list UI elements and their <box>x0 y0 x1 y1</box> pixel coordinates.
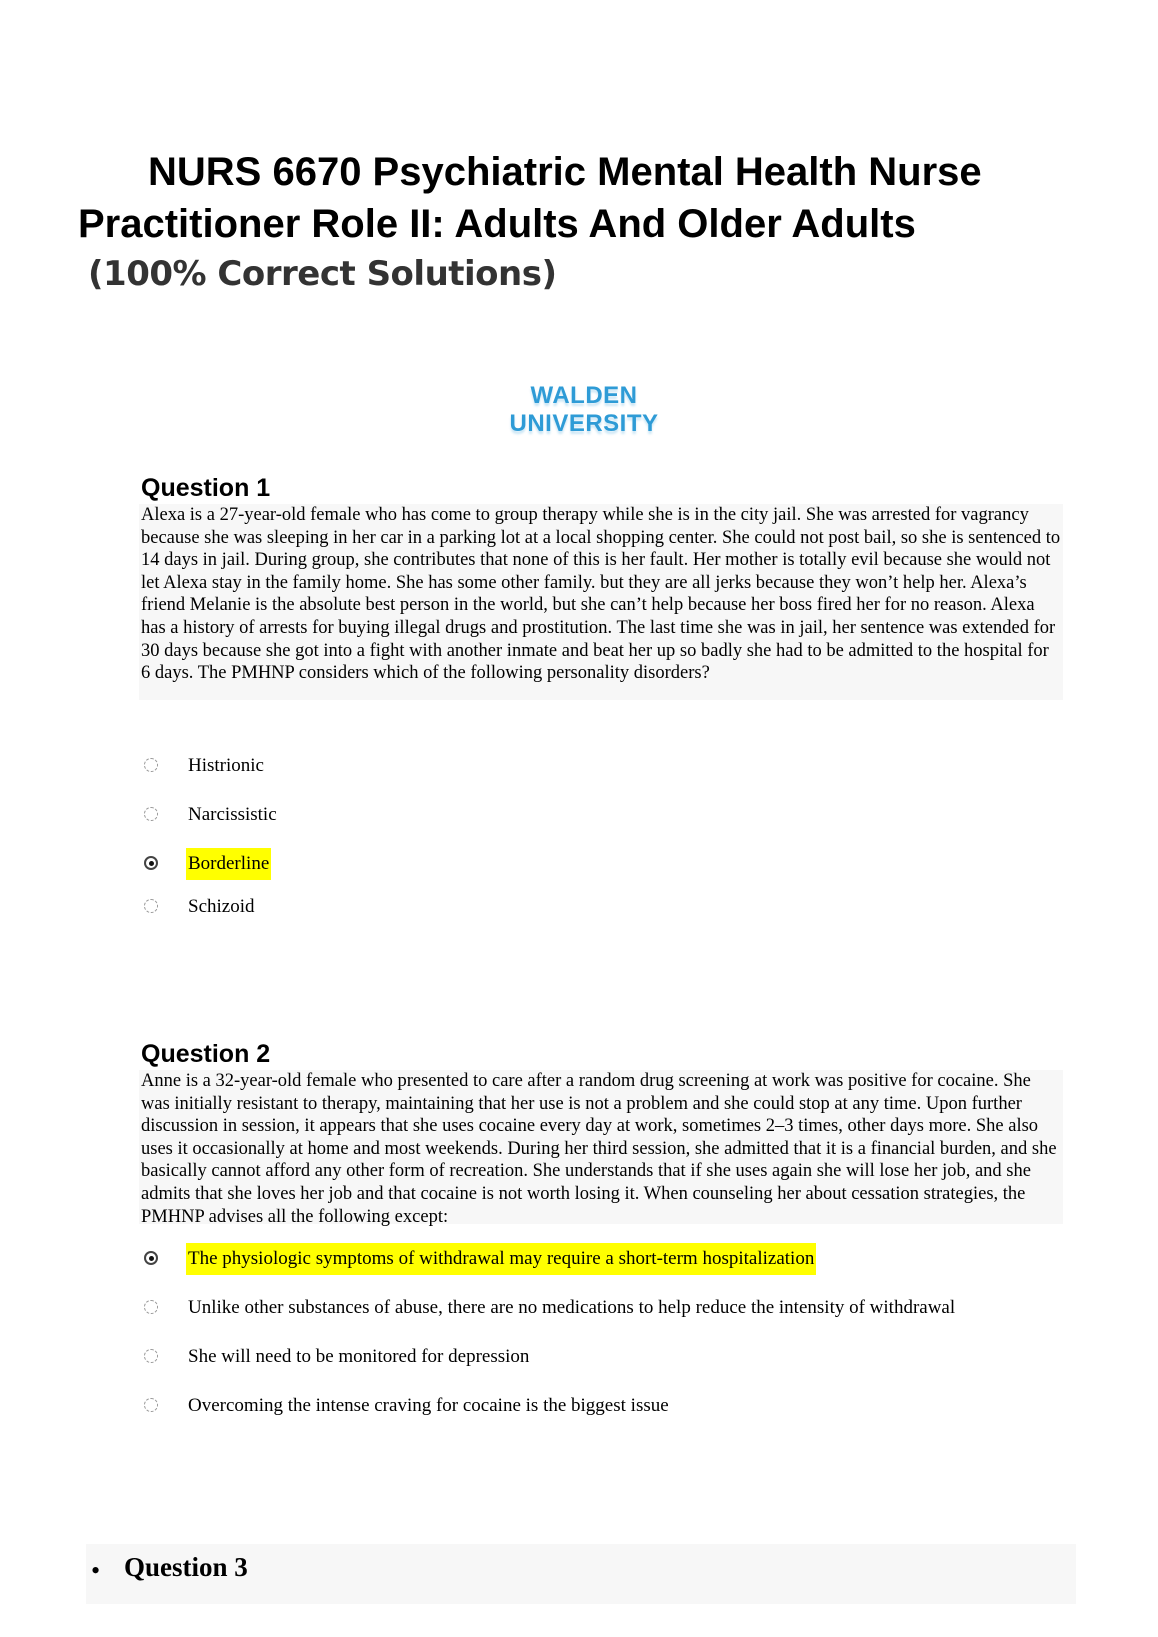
radio-unselected-icon[interactable] <box>144 899 158 913</box>
document-subtitle: (100% Correct Solutions) <box>88 254 557 294</box>
radio-selected-icon[interactable] <box>144 856 158 870</box>
question-2-heading: Question 2 <box>141 1040 271 1068</box>
question-3-header <box>86 1544 1076 1604</box>
university-logo: WALDEN UNIVERSITY <box>509 382 659 437</box>
radio-unselected-icon[interactable] <box>144 807 158 821</box>
radio-unselected-icon[interactable] <box>144 1300 158 1314</box>
option-label-selected: Borderline <box>186 848 271 880</box>
bullet-icon: • <box>91 1556 101 1585</box>
radio-unselected-icon[interactable] <box>144 1398 158 1412</box>
title-line-2: Practitioner Role II: Adults And Older Adults <box>78 202 916 246</box>
question-3-heading: Question 3 <box>124 1552 248 1582</box>
document-title <box>78 146 1078 250</box>
title-line-1: NURS 6670 Psychiatric Mental Health Nurse <box>148 150 982 194</box>
option-label: Unlike other substances of abuse, there are no medications to help reduce the intensity of withdrawal <box>188 1297 956 1318</box>
option-label: Overcoming the intense craving for cocaine is the biggest issue <box>188 1395 669 1416</box>
radio-unselected-icon[interactable] <box>144 1349 158 1363</box>
question-2-text: Anne is a 32-year-old female who presented to care after a random drug screening at work was positive for cocaine. She was initially resistant to therapy, maintaining that her use is not a problem and she could stop at any time. Upon further discussion in session, it appears that she uses cocaine every day at work, sometimes 2–3 times, other days more. She also uses it occasionally at home and most weekends. During her third session, she admitted that it is a financial burden, and she basically cannot afford any other form of recreation. She understands that if she uses again she will lose her job, and she admits that she loves her job and that cocaine is not worth losing it. When counseling her about cessation strategies, the PMHNP advises all the following except: <box>139 1070 1063 1224</box>
option-label: Histrionic <box>188 755 264 776</box>
option-label: Schizoid <box>188 896 255 917</box>
option-label-selected: The physiologic symptoms of withdrawal may require a short-term hospitalization <box>186 1243 816 1275</box>
question-1-text: Alexa is a 27-year-old female who has come to group therapy while she is in the city jail. She was arrested for vagrancy because she was sleeping in her car in a parking lot at a local shopping center. She could not post bail, so she is sentenced to 14 days in jail. During group, she contributes that none of this is her fault. Her mother is totally evil because she would not let Alexa stay in the family home. She has some other family. but they are all jerks because they won’t help her. Alexa’s friend Melanie is the absolute best person in the world, but she can’t help because her boss fired her for no reason. Alexa has a history of arrests for buying illegal drugs and prostitution. The last time she was in jail, her sentence was extended for 30 days because she got into a fight with another inmate and beat her up so badly she had to be admitted to the hospital for 6 days. The PMHNP considers which of the following personality disorders? <box>139 504 1063 700</box>
radio-unselected-icon[interactable] <box>144 758 158 772</box>
option-label: She will need to be monitored for depression <box>188 1346 530 1367</box>
question-1-heading: Question 1 <box>141 474 271 502</box>
option-label: Narcissistic <box>188 804 277 825</box>
radio-selected-icon[interactable] <box>144 1251 158 1265</box>
